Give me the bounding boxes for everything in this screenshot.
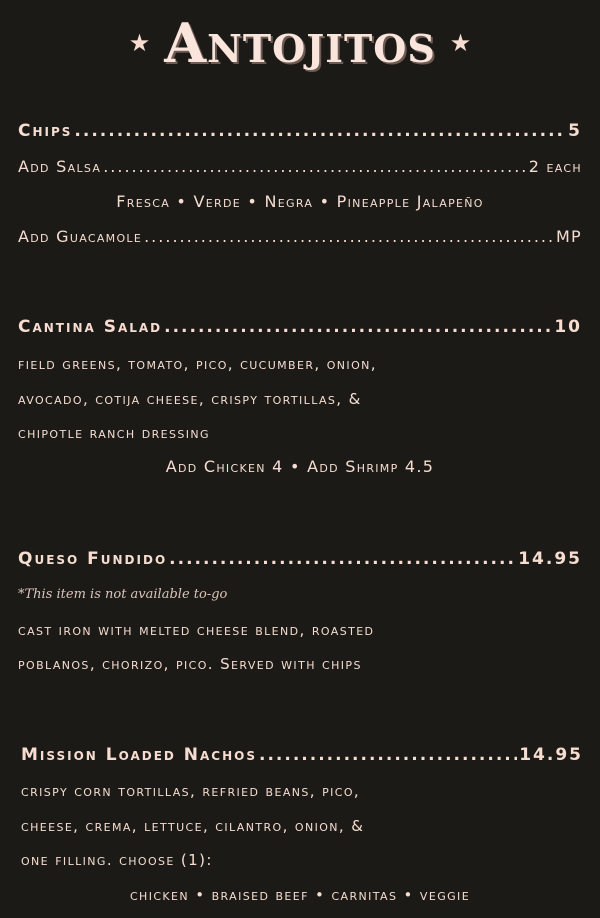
cantina-salad-name: Cantina Salad (18, 317, 163, 337)
menu-header (0, 8, 600, 78)
leader-dots (164, 317, 552, 337)
leader-dots (103, 157, 526, 177)
add-guacamole-price: MP (555, 227, 582, 246)
nachos-desc-1: crispy corn tortillas, refried beans, pico, (21, 782, 361, 800)
star-icon-right: ★ (449, 29, 472, 57)
leader-dots (144, 227, 554, 247)
queso-fundido-item (18, 549, 582, 569)
nachos-item (21, 745, 583, 765)
cantina-salad-desc-1: field greens, tomato, pico, cucumber, onion, (18, 355, 377, 373)
leader-dots (259, 745, 517, 765)
salsa-options: Fresca • Verde • Negra • Pineapple Jalapeño (116, 192, 484, 211)
queso-fundido-name: Queso Fundido (18, 549, 168, 569)
menu-title: Antojitos (164, 11, 436, 75)
chips-price: 5 (568, 121, 582, 141)
cantina-salad-desc-3: chipotle ranch dressing (18, 424, 210, 442)
cantina-salad-item (18, 317, 582, 337)
queso-fundido-note: *This item is not available to-go (18, 587, 228, 602)
star-icon-left: ★ (128, 29, 151, 57)
add-salsa-row (18, 157, 582, 177)
cantina-salad-price: 10 (554, 317, 582, 337)
cantina-salad-desc-2: avocado, cotija cheese, crispy tortillas, & (18, 390, 362, 408)
leader-dots (169, 549, 516, 569)
queso-fundido-price: 14.95 (518, 549, 582, 569)
queso-fundido-desc-1: cast iron with melted cheese blend, roasted (18, 621, 375, 639)
add-salsa-price: 2 each (528, 157, 582, 176)
chips-item (18, 121, 582, 141)
add-guacamole-label: Add Guacamole (18, 227, 143, 246)
nachos-desc-2: cheese, crema, lettuce, cilantro, onion, & (21, 817, 365, 835)
cantina-salad-addons: Add Chicken 4 • Add Shrimp 4.5 (165, 457, 435, 476)
nachos-desc-3: one filling. choose (1): (21, 851, 213, 869)
add-guacamole-row (18, 227, 582, 247)
nachos-price: 14.95 (519, 745, 583, 765)
nachos-fillings: chicken • braised beef • carnitas • veggie (129, 886, 471, 904)
leader-dots (74, 121, 566, 141)
nachos-name: Mission Loaded Nachos (21, 745, 257, 765)
add-salsa-label: Add Salsa (18, 157, 102, 176)
queso-fundido-desc-2: poblanos, chorizo, pico. Served with chips (18, 655, 362, 673)
chips-name: Chips (18, 121, 73, 141)
